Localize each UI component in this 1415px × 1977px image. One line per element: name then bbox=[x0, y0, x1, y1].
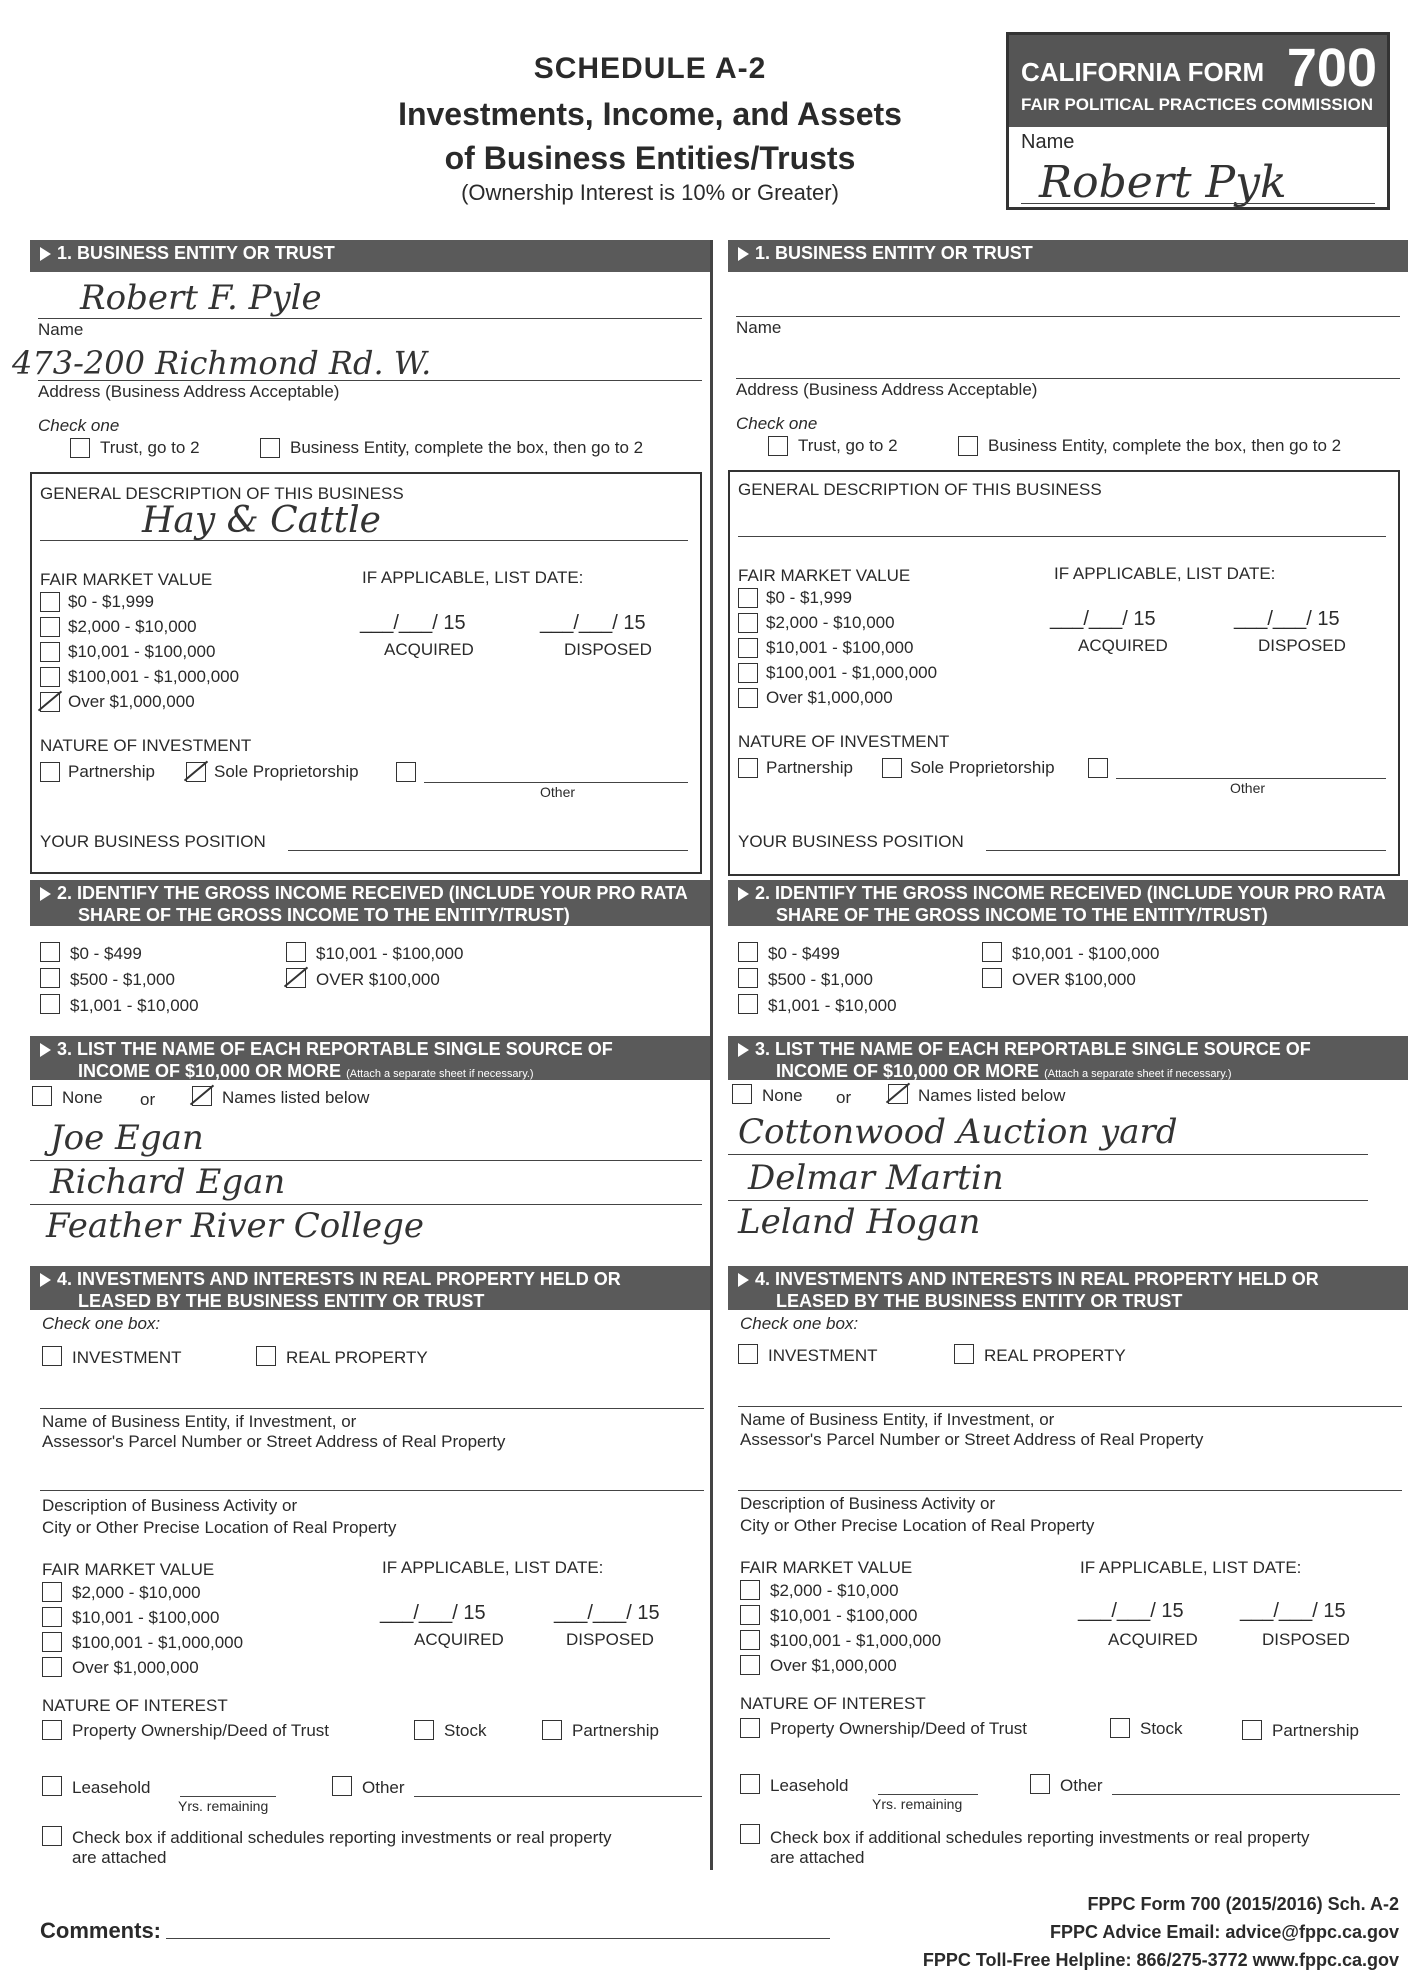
acquired-date[interactable]: ___/___/ 15 bbox=[1050, 608, 1156, 630]
nature-investment-label: NATURE OF INVESTMENT bbox=[738, 732, 950, 751]
yrs-line bbox=[180, 1796, 276, 1797]
real-property-checkbox[interactable] bbox=[256, 1346, 276, 1366]
disposed2-date[interactable]: ___/___/ 15 bbox=[1240, 1600, 1346, 1622]
entity-name-line bbox=[738, 1406, 1402, 1407]
business-entity-checkbox[interactable] bbox=[958, 436, 978, 456]
leasehold-checkbox[interactable] bbox=[42, 1776, 62, 1796]
general-description-box bbox=[728, 470, 1400, 876]
fmv-over-1000000-checkbox[interactable] bbox=[40, 692, 60, 712]
acquired2-label: ACQUIRED bbox=[414, 1630, 504, 1649]
desc-activity-label-1: Description of Business Activity or bbox=[740, 1494, 996, 1513]
address-line bbox=[38, 380, 702, 381]
or-label: or bbox=[836, 1088, 852, 1107]
other-line bbox=[424, 782, 688, 783]
none-label: None bbox=[62, 1088, 103, 1107]
section2-bar bbox=[728, 880, 1408, 926]
fmv-option: $2,000 - $10,000 bbox=[766, 613, 895, 632]
property-ownership-label: Property Ownership/Deed of Trust bbox=[770, 1719, 1028, 1738]
partnership-label: Partnership bbox=[68, 762, 155, 781]
acquired-label: ACQUIRED bbox=[1078, 636, 1168, 655]
investment-label: INVESTMENT bbox=[72, 1348, 182, 1367]
sole-proprietorship-label: Sole Proprietorship bbox=[214, 762, 359, 781]
address-label: Address (Business Address Acceptable) bbox=[736, 380, 1038, 399]
fmv2-option: Over $1,000,000 bbox=[770, 1656, 897, 1675]
acquired-date[interactable]: ___/___/ 15 bbox=[360, 612, 466, 634]
trust-label: Trust, go to 2 bbox=[798, 436, 898, 455]
disposed-date[interactable]: ___/___/ 15 bbox=[540, 612, 646, 634]
list-date2-label: IF APPLICABLE, LIST DATE: bbox=[1080, 1558, 1302, 1577]
fmv-0-1999-checkbox[interactable] bbox=[40, 592, 60, 612]
real-property-checkbox[interactable] bbox=[954, 1344, 974, 1364]
income-option: OVER $100,000 bbox=[1012, 970, 1136, 989]
address-line bbox=[736, 378, 1400, 379]
additional-schedules-checkbox[interactable] bbox=[42, 1826, 62, 1846]
fmv-option: Over $1,000,000 bbox=[68, 692, 195, 711]
form-version: FPPC Form 700 (2015/2016) Sch. A-2 bbox=[1087, 1894, 1399, 1914]
income-option: $10,001 - $100,000 bbox=[316, 944, 464, 963]
check-one-label: Check one bbox=[38, 416, 120, 435]
section3-note: (Attach a separate sheet if necessary.) bbox=[1044, 1068, 1232, 1080]
acquired2-label: ACQUIRED bbox=[1108, 1630, 1198, 1649]
fmv2-option: $2,000 - $10,000 bbox=[770, 1581, 899, 1600]
leasehold-checkbox[interactable] bbox=[740, 1774, 760, 1794]
income-option: $500 - $1,000 bbox=[70, 970, 175, 989]
real-property-label: REAL PROPERTY bbox=[984, 1346, 1126, 1365]
section2-title-line2: SHARE OF THE GROSS INCOME TO THE ENTITY/TRUST) bbox=[78, 905, 570, 925]
additional-label-1: Check box if additional schedules reporting investments or real property bbox=[770, 1828, 1310, 1847]
disposed2-date[interactable]: ___/___/ 15 bbox=[554, 1602, 660, 1624]
income-0-499-checkbox[interactable] bbox=[40, 942, 60, 962]
fmv-2000-10000-checkbox[interactable] bbox=[40, 617, 60, 637]
fmv2-2000-10000-checkbox[interactable] bbox=[42, 1582, 62, 1602]
fmv2-option: $10,001 - $100,000 bbox=[72, 1608, 220, 1627]
left-column bbox=[12, 240, 710, 1870]
property-ownership-checkbox[interactable] bbox=[42, 1720, 62, 1740]
fmv2-option: Over $1,000,000 bbox=[72, 1658, 199, 1677]
desc-line bbox=[40, 540, 688, 541]
fmv-option: $10,001 - $100,000 bbox=[766, 638, 914, 657]
or-label: or bbox=[140, 1090, 156, 1109]
name-label: Name bbox=[736, 318, 782, 337]
sole-proprietorship-checkbox[interactable] bbox=[186, 762, 206, 782]
entity-name-line bbox=[40, 1408, 704, 1409]
income-source-1[interactable]: Joe Egan bbox=[50, 1118, 204, 1158]
source-line bbox=[728, 1154, 1368, 1155]
income-source-2[interactable]: Delmar Martin bbox=[748, 1158, 1004, 1198]
income-option: $10,001 - $100,000 bbox=[1012, 944, 1160, 963]
form-id-header bbox=[1009, 35, 1387, 127]
fmv2-10001-100000-checkbox[interactable] bbox=[42, 1607, 62, 1627]
position-line bbox=[986, 850, 1386, 851]
fmv2-option: $100,001 - $1,000,000 bbox=[72, 1633, 244, 1652]
check-one-box-label: Check one box: bbox=[740, 1314, 859, 1333]
name-line bbox=[736, 316, 1400, 317]
income-source-1[interactable]: Cottonwood Auction yard bbox=[738, 1112, 1178, 1152]
business-position-label: YOUR BUSINESS POSITION bbox=[738, 832, 964, 851]
business-entity-checkbox[interactable] bbox=[260, 438, 280, 458]
partnership2-label: Partnership bbox=[572, 1721, 659, 1740]
fmv-option: $10,001 - $100,000 bbox=[68, 642, 216, 661]
description-line bbox=[738, 1490, 1402, 1491]
section4-title-line2: LEASED BY THE BUSINESS ENTITY OR TRUST bbox=[78, 1291, 485, 1311]
fmv-100001-1000000-checkbox[interactable] bbox=[738, 663, 758, 683]
income-source-2[interactable]: Richard Egan bbox=[50, 1162, 286, 1202]
yrs-remaining-label: Yrs. remaining bbox=[178, 1798, 269, 1814]
general-description-box bbox=[30, 472, 702, 874]
fmv2-over-1000000-checkbox[interactable] bbox=[42, 1657, 62, 1677]
fmv2-100001-1000000-checkbox[interactable] bbox=[740, 1630, 760, 1650]
property-ownership-label: Property Ownership/Deed of Trust bbox=[72, 1721, 330, 1740]
other-interest-line bbox=[1112, 1794, 1400, 1795]
names-listed-label: Names listed below bbox=[918, 1086, 1066, 1105]
check-one-label: Check one bbox=[736, 414, 818, 433]
section3-title-line2: INCOME OF $10,000 OR MORE bbox=[776, 1061, 1040, 1081]
names-listed-label: Names listed below bbox=[222, 1088, 370, 1107]
stock-checkbox[interactable] bbox=[414, 1720, 434, 1740]
other-interest-label: Other bbox=[1060, 1776, 1103, 1795]
form-title-line2: of Business Entities/Trusts bbox=[444, 140, 856, 176]
section4-bar bbox=[30, 1266, 710, 1310]
sources-none-checkbox[interactable] bbox=[732, 1084, 752, 1104]
commission-name: FAIR POLITICAL PRACTICES COMMISSION bbox=[1021, 95, 1373, 114]
fmv2-option: $2,000 - $10,000 bbox=[72, 1583, 201, 1602]
fmv2-over-1000000-checkbox[interactable] bbox=[740, 1655, 760, 1675]
schedule-title: SCHEDULE A-2 bbox=[533, 52, 767, 85]
source-line bbox=[30, 1204, 702, 1205]
form-subtitle: (Ownership Interest is 10% or Greater) bbox=[461, 180, 839, 205]
additional-label-2: are attached bbox=[770, 1848, 865, 1867]
acquired2-date[interactable]: ___/___/ 15 bbox=[380, 1602, 486, 1624]
other-investment-checkbox[interactable] bbox=[1088, 758, 1108, 778]
column-divider bbox=[710, 240, 713, 1870]
check-one-box-label: Check one box: bbox=[42, 1314, 161, 1333]
list-date-label: IF APPLICABLE, LIST DATE: bbox=[1054, 564, 1276, 583]
stock-label: Stock bbox=[444, 1721, 487, 1740]
section3-title-line1: 3. LIST THE NAME OF EACH REPORTABLE SINGLE SOURCE OF bbox=[57, 1039, 613, 1059]
investment-label: INVESTMENT bbox=[768, 1346, 878, 1365]
leasehold-label: Leasehold bbox=[72, 1778, 151, 1797]
fmv2-option: $100,001 - $1,000,000 bbox=[770, 1631, 942, 1650]
property-ownership-checkbox[interactable] bbox=[740, 1718, 760, 1738]
partnership-checkbox[interactable] bbox=[738, 758, 758, 778]
other-label: Other bbox=[540, 784, 576, 800]
other-interest-checkbox[interactable] bbox=[332, 1776, 352, 1796]
fmv-option: $100,001 - $1,000,000 bbox=[766, 663, 938, 682]
section3-title-line2: INCOME OF $10,000 OR MORE bbox=[78, 1061, 342, 1081]
filer-signature[interactable]: Robert Pyk bbox=[1039, 157, 1287, 208]
acquired2-date[interactable]: ___/___/ 15 bbox=[1078, 1600, 1184, 1622]
position-line bbox=[288, 850, 688, 851]
comments-line[interactable] bbox=[166, 1938, 830, 1939]
names-listed-checkbox[interactable] bbox=[888, 1084, 908, 1104]
disposed2-label: DISPOSED bbox=[566, 1630, 654, 1649]
comments-label: Comments: bbox=[40, 1918, 162, 1943]
name-entity-label-1: Name of Business Entity, if Investment, or bbox=[740, 1410, 1055, 1429]
income-10001-100000-checkbox[interactable] bbox=[286, 942, 306, 962]
additional-label-2: are attached bbox=[72, 1848, 167, 1867]
entity-address-value[interactable]: 473-200 Richmond Rd. W. bbox=[12, 344, 432, 382]
desc-activity-label-1: Description of Business Activity or bbox=[42, 1496, 298, 1515]
disposed-date[interactable]: ___/___/ 15 bbox=[1234, 608, 1340, 630]
form-number: 700 bbox=[1286, 38, 1377, 98]
general-desc-value[interactable]: Hay & Cattle bbox=[142, 500, 381, 541]
advice-email: FPPC Advice Email: advice@fppc.ca.gov bbox=[1050, 1922, 1399, 1942]
other-line bbox=[1116, 778, 1386, 779]
disposed-label: DISPOSED bbox=[1258, 636, 1346, 655]
desc-activity-label-2: City or Other Precise Location of Real Property bbox=[740, 1516, 1095, 1535]
section2-title-line1: 2. IDENTIFY THE GROSS INCOME RECEIVED (INCLUDE YOUR PRO RATA bbox=[755, 883, 1386, 903]
trust-label: Trust, go to 2 bbox=[100, 438, 200, 457]
fmv-option: $0 - $1,999 bbox=[68, 592, 155, 611]
fmv-option: $0 - $1,999 bbox=[766, 588, 853, 607]
other-interest-line bbox=[414, 1796, 702, 1797]
income-source-3[interactable]: Feather River College bbox=[46, 1206, 424, 1246]
real-property-label: REAL PROPERTY bbox=[286, 1348, 428, 1367]
income-option: $0 - $499 bbox=[70, 944, 142, 963]
investment-checkbox[interactable] bbox=[738, 1344, 758, 1364]
fmv-option: $2,000 - $10,000 bbox=[68, 617, 197, 636]
fmv-0-1999-checkbox[interactable] bbox=[738, 588, 758, 608]
stock-label: Stock bbox=[1140, 1719, 1183, 1738]
form-title-line1: Investments, Income, and Assets bbox=[398, 96, 902, 132]
section4-title-line1: 4. INVESTMENTS AND INTERESTS IN REAL PROPERTY HELD OR bbox=[57, 1269, 621, 1289]
business-entity-label: Business Entity, complete the box, then go to 2 bbox=[988, 436, 1342, 455]
income-over-100000-checkbox[interactable] bbox=[982, 968, 1002, 988]
entity-name-value[interactable]: Robert F. Pyle bbox=[80, 278, 322, 318]
desc-line bbox=[738, 536, 1386, 537]
income-option: $0 - $499 bbox=[768, 944, 840, 963]
section4-title-line2: LEASED BY THE BUSINESS ENTITY OR TRUST bbox=[776, 1291, 1183, 1311]
nature-interest-label: NATURE OF INTEREST bbox=[42, 1696, 228, 1715]
partnership-label: Partnership bbox=[766, 758, 853, 777]
filer-name-label: Name bbox=[1021, 131, 1075, 153]
fmv-10001-100000-checkbox[interactable] bbox=[738, 638, 758, 658]
form-label: CALIFORNIA FORM bbox=[1021, 57, 1265, 87]
desc-activity-label-2: City or Other Precise Location of Real Property bbox=[42, 1518, 397, 1537]
income-option: OVER $100,000 bbox=[316, 970, 440, 989]
income-1001-10000-checkbox[interactable] bbox=[738, 994, 758, 1014]
source-line bbox=[30, 1160, 702, 1161]
fmv-10001-100000-checkbox[interactable] bbox=[40, 642, 60, 662]
fmv-option: $100,001 - $1,000,000 bbox=[68, 667, 240, 686]
business-entity-label: Business Entity, complete the box, then go to 2 bbox=[290, 438, 644, 457]
fmv-option: Over $1,000,000 bbox=[766, 688, 893, 707]
disposed-label: DISPOSED bbox=[564, 640, 652, 659]
fmv-100001-1000000-checkbox[interactable] bbox=[40, 667, 60, 687]
other-label: Other bbox=[1230, 780, 1266, 796]
names-listed-checkbox[interactable] bbox=[192, 1086, 212, 1106]
additional-schedules-checkbox[interactable] bbox=[740, 1824, 760, 1844]
nature-interest-label: NATURE OF INTEREST bbox=[740, 1694, 926, 1713]
fmv-2000-10000-checkbox[interactable] bbox=[738, 613, 758, 633]
trust-checkbox[interactable] bbox=[768, 436, 788, 456]
income-source-3[interactable]: Leland Hogan bbox=[738, 1202, 981, 1242]
fmv2-10001-100000-checkbox[interactable] bbox=[740, 1605, 760, 1625]
section3-bar bbox=[728, 1036, 1408, 1080]
name-line bbox=[38, 318, 702, 319]
fmv2-option: $10,001 - $100,000 bbox=[770, 1606, 918, 1625]
stock-checkbox[interactable] bbox=[1110, 1718, 1130, 1738]
section2-title-line2: SHARE OF THE GROSS INCOME TO THE ENTITY/TRUST) bbox=[776, 905, 1268, 925]
other-interest-checkbox[interactable] bbox=[1030, 1774, 1050, 1794]
address-label: Address (Business Address Acceptable) bbox=[38, 382, 340, 401]
section3-note: (Attach a separate sheet if necessary.) bbox=[346, 1068, 534, 1080]
list-date-label: IF APPLICABLE, LIST DATE: bbox=[362, 568, 584, 587]
name-entity-label-2: Assessor's Parcel Number or Street Address of Real Property bbox=[42, 1432, 506, 1451]
income-500-1000-checkbox[interactable] bbox=[738, 968, 758, 988]
yrs-line bbox=[878, 1794, 978, 1795]
income-option: $1,001 - $10,000 bbox=[70, 996, 199, 1015]
additional-label-1: Check box if additional schedules reporting investments or real property bbox=[72, 1828, 612, 1847]
section1-title: 1. BUSINESS ENTITY OR TRUST bbox=[755, 243, 1033, 263]
income-0-499-checkbox[interactable] bbox=[738, 942, 758, 962]
section2-title-line1: 2. IDENTIFY THE GROSS INCOME RECEIVED (INCLUDE YOUR PRO RATA bbox=[57, 883, 688, 903]
trust-checkbox[interactable] bbox=[70, 438, 90, 458]
sole-proprietorship-label: Sole Proprietorship bbox=[910, 758, 1055, 777]
acquired-label: ACQUIRED bbox=[384, 640, 474, 659]
name-entity-label-2: Assessor's Parcel Number or Street Address of Real Property bbox=[740, 1430, 1204, 1449]
income-10001-100000-checkbox[interactable] bbox=[982, 942, 1002, 962]
sources-none-checkbox[interactable] bbox=[32, 1086, 52, 1106]
fmv-label: FAIR MARKET VALUE bbox=[40, 570, 213, 589]
section3-title-line1: 3. LIST THE NAME OF EACH REPORTABLE SINGLE SOURCE OF bbox=[755, 1039, 1311, 1059]
sole-proprietorship-checkbox[interactable] bbox=[882, 758, 902, 778]
yrs-remaining-label: Yrs. remaining bbox=[872, 1796, 963, 1812]
section1-bar bbox=[728, 240, 1408, 272]
partnership2-label: Partnership bbox=[1272, 1721, 1359, 1740]
fmv-label: FAIR MARKET VALUE bbox=[738, 566, 911, 585]
fmv-over-1000000-checkbox[interactable] bbox=[738, 688, 758, 708]
income-option: $1,001 - $10,000 bbox=[768, 996, 897, 1015]
nature-investment-label: NATURE OF INVESTMENT bbox=[40, 736, 252, 755]
income-500-1000-checkbox[interactable] bbox=[40, 968, 60, 988]
other-investment-checkbox[interactable] bbox=[396, 762, 416, 782]
partnership-checkbox[interactable] bbox=[40, 762, 60, 782]
name-label: Name bbox=[38, 320, 84, 339]
disposed2-label: DISPOSED bbox=[1262, 1630, 1350, 1649]
general-desc-label: GENERAL DESCRIPTION OF THIS BUSINESS bbox=[40, 484, 404, 503]
fmv2-2000-10000-checkbox[interactable] bbox=[740, 1580, 760, 1600]
section4-bar bbox=[728, 1266, 1408, 1310]
investment-checkbox[interactable] bbox=[42, 1346, 62, 1366]
fmv2-label: FAIR MARKET VALUE bbox=[42, 1560, 215, 1579]
helpline: FPPC Toll-Free Helpline: 866/275-3772 www.fppc.ca.gov bbox=[922, 1950, 1399, 1970]
section2-bar bbox=[30, 880, 710, 926]
none-label: None bbox=[762, 1086, 803, 1105]
section1-title: 1. BUSINESS ENTITY OR TRUST bbox=[57, 243, 335, 263]
list-date2-label: IF APPLICABLE, LIST DATE: bbox=[382, 1558, 604, 1577]
source-line bbox=[728, 1200, 1368, 1201]
income-over-100000-checkbox[interactable] bbox=[286, 968, 306, 988]
form-id-box bbox=[1006, 32, 1390, 210]
name-entity-label-1: Name of Business Entity, if Investment, or bbox=[42, 1412, 357, 1431]
name-underline bbox=[1021, 203, 1375, 204]
income-1001-10000-checkbox[interactable] bbox=[40, 994, 60, 1014]
partnership2-checkbox[interactable] bbox=[542, 1720, 562, 1740]
fmv2-label: FAIR MARKET VALUE bbox=[740, 1558, 913, 1577]
right-column bbox=[728, 240, 1408, 1870]
general-desc-label: GENERAL DESCRIPTION OF THIS BUSINESS bbox=[738, 480, 1102, 499]
section1-bar bbox=[30, 240, 710, 272]
other-interest-label: Other bbox=[362, 1778, 405, 1797]
business-position-label: YOUR BUSINESS POSITION bbox=[40, 832, 266, 851]
section4-title-line1: 4. INVESTMENTS AND INTERESTS IN REAL PROPERTY HELD OR bbox=[755, 1269, 1319, 1289]
income-option: $500 - $1,000 bbox=[768, 970, 873, 989]
description-line bbox=[40, 1490, 704, 1491]
partnership2-checkbox[interactable] bbox=[1242, 1720, 1262, 1740]
fmv2-100001-1000000-checkbox[interactable] bbox=[42, 1632, 62, 1652]
leasehold-label: Leasehold bbox=[770, 1776, 849, 1795]
section3-bar bbox=[30, 1036, 710, 1080]
